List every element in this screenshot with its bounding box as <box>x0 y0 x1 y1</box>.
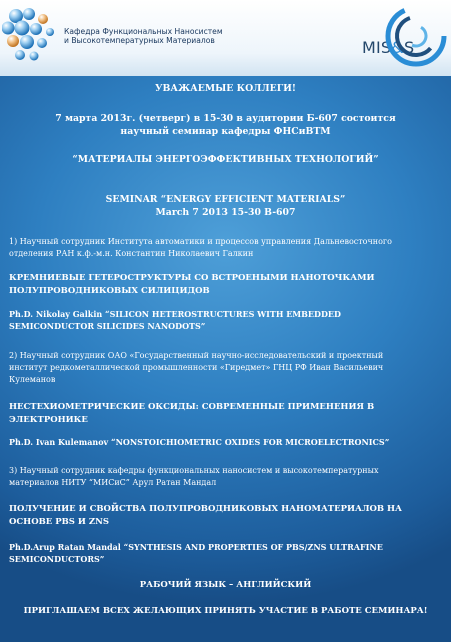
brand-ampersand: & <box>391 38 404 57</box>
talk-1-title-en-line-2: SEMICONDUCTOR SILICIDES NANODOTS” <box>9 321 206 331</box>
talk-3-title-en-line-2: SEMICONDUCTORS” <box>9 554 105 564</box>
talk-2-title-ru-line-2: ЭЛЕКТРОНИКЕ <box>9 415 88 425</box>
talk-1-speaker-line-2: отделения РАН к.ф.-м.н. Константин Николаевич Галкин <box>9 249 254 258</box>
seminar-date-en: March 7 2013 15-30 B-607 <box>155 207 296 218</box>
talk-1-title-en-line-1: Ph.D. Nikolay Galkin “SILICON HETEROSTRUCTURES WITH EMBEDDED <box>9 309 341 319</box>
talk-3-title-en-line-1: Ph.D.Arup Ratan Mandal “SYNTHESIS AND PROPERTIES OF PBS/ZNS ULTRAFINE <box>9 542 383 552</box>
molecule-logo <box>2 6 64 68</box>
misis-ring-logo <box>378 2 448 72</box>
talk-1-title-ru-line-1: КРЕМНИЕВЫЕ ГЕТЕРОСТРУКТУРЫ СО ВСТРОЕНЫМИ НАНОТОЧКАМИ <box>9 273 375 283</box>
talk-2-title-ru-line-1: НЕСТЕХИОМЕТРИЧЕСКИЕ ОКСИДЫ: СОВРЕМЕННЫЕ ПРИМЕНЕНИЯ В <box>9 402 375 412</box>
seminar-title-ru: “МАТЕРИАЛЫ ЭНЕРГОЭФФЕКТИВНЫХ ТЕХНОЛОГИЙ” <box>72 154 379 165</box>
talk-2-speaker-line-3: Кулеманов <box>9 375 56 384</box>
talk-3-speaker-line-2: материалов НИТУ “МИСиС” Арул Ратан Мандал <box>9 478 217 487</box>
brand-s: S <box>403 38 415 57</box>
seminar-title-en: SEMINAR “ENERGY EFFICIENT MATERIALS” <box>105 194 346 205</box>
talk-1-speaker-line-1: 1) Научный сотрудник Института автоматики и процессов управления Дальневосточного <box>9 237 392 246</box>
announcement-line-2: научный семинар кафедры ФНСиВТМ <box>120 126 331 137</box>
talk-2-speaker-line-1: 2) Научный сотрудник ОАО «Государственный научно-исследовательский и проектный <box>9 351 384 360</box>
talk-3-speaker-line-1: 3) Научный сотрудник кафедры функциональных наносистем и высокотемпературных <box>9 466 379 475</box>
talk-2-title-en: Ph.D. Ivan Kulemanov “NONSTOICHIOMETRIC OXIDES FOR MICROELECTRONICS” <box>9 437 390 447</box>
talk-1-title-ru-line-2: ПОЛУПРОВОДНИКОВЫХ СИЛИЦИДОВ <box>9 286 210 296</box>
department-line-2: и Высокотемпературных Материалов <box>64 36 215 45</box>
greeting: УВАЖАЕМЫЕ КОЛЛЕГИ! <box>155 83 296 94</box>
announcement-line-1: 7 марта 2013г. (четверг) в 15-30 в аудитории Б-607 состоится <box>55 113 396 124</box>
brand-mis: MIS <box>362 38 392 57</box>
department-name <box>64 27 223 45</box>
talk-3-title-ru-line-1: ПОЛУЧЕНИЕ И СВОЙСТВА ПОЛУПРОВОДНИКОВЫХ НАНОМАТЕРИАЛОВ НА <box>9 504 402 514</box>
working-language: РАБОЧИЙ ЯЗЫК – АНГЛИЙСКИЙ <box>139 580 312 590</box>
header-band <box>0 0 451 76</box>
department-line-1: Кафедра Функциональных Наносистем <box>64 27 223 36</box>
talk-2-speaker-line-2: институт редкометаллической промышленности «Гиредмет» ГНЦ РФ Иван Васильевич <box>9 363 384 372</box>
invitation: ПРИГЛАШАЕМ ВСЕХ ЖЕЛАЮЩИХ ПРИНЯТЬ УЧАСТИЕ В РАБОТЕ СЕМИНАРА! <box>23 606 428 616</box>
talk-3-title-ru-line-2: ОСНОВЕ PBS И ZNS <box>9 517 110 527</box>
